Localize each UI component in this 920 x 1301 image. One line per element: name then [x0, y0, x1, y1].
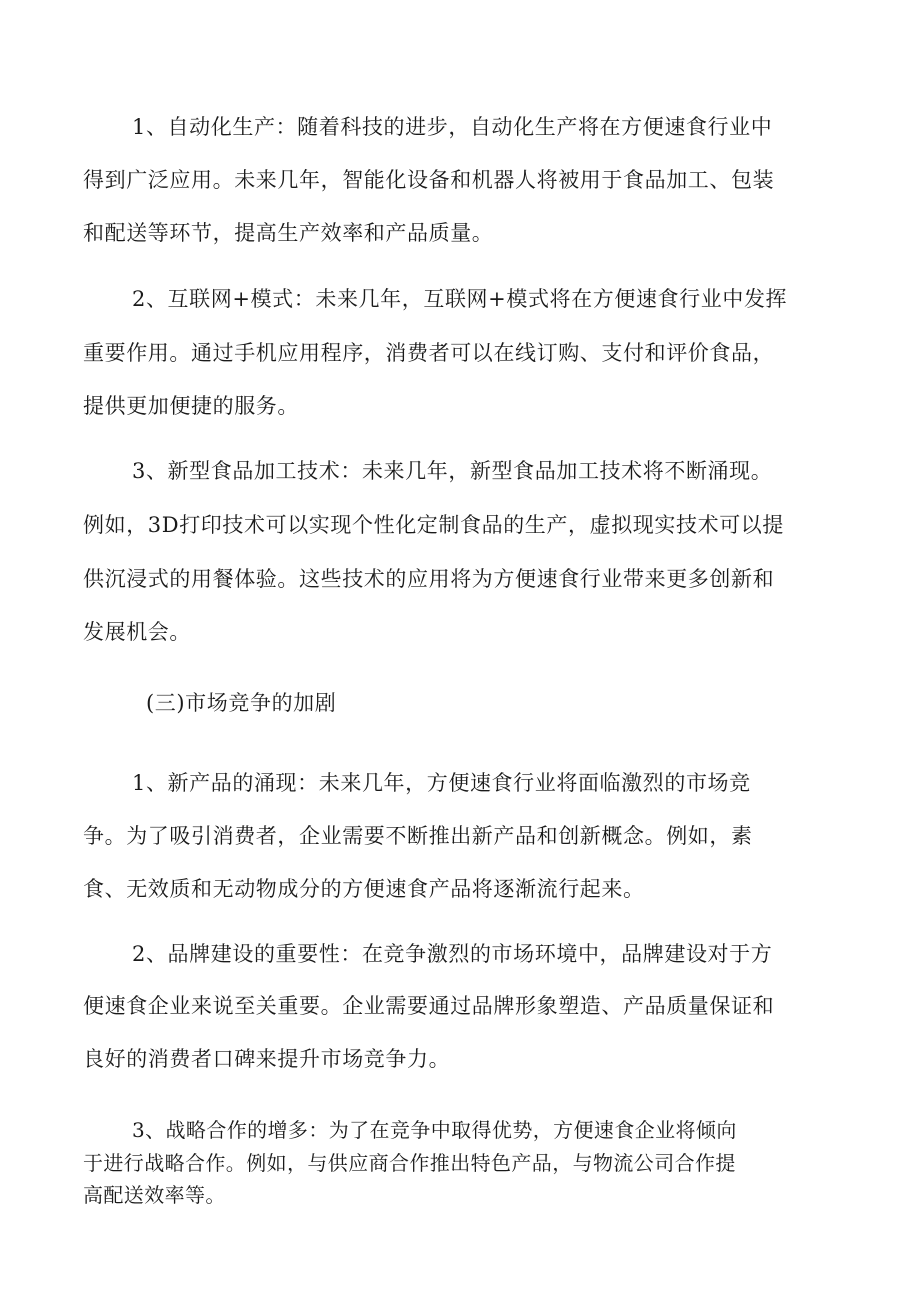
paragraph-line: 和配送等环节，提高生产效率和产品质量。: [83, 221, 494, 245]
paragraph-line: 于进行战略合作。例如，与供应商合作推出特色产品，与物流公司合作提: [83, 1151, 736, 1175]
paragraph-line: 1、新产品的涌现：未来几年，方便速食行业将面临激烈的市场竞: [132, 771, 751, 795]
paragraph-line: 重要作用。通过手机应用程序，消费者可以在线订购、支付和评价食品，: [83, 341, 775, 365]
paragraph-line: 1、自动化生产：随着科技的进步，自动化生产将在方便速食行业中: [132, 115, 773, 139]
paragraph-line: 3、战略合作的增多：为了在竞争中取得优势，方便速食企业将倾向: [132, 1118, 737, 1142]
paragraph-line: 供沉浸式的用餐体验。这些技术的应用将为方便速食行业带来更多创新和: [83, 567, 775, 591]
section-heading: (三)市场竞争的加剧: [146, 691, 337, 715]
paragraph-line: 发展机会。: [83, 620, 191, 644]
paragraph-line: 便速食企业来说至关重要。企业需要通过品牌形象塑造、产品质量保证和: [83, 994, 775, 1018]
paragraph-line: 争。为了吸引消费者，企业需要不断推出新产品和创新概念。例如，素: [83, 824, 753, 848]
paragraph-line: 2、互联网+模式：未来几年，互联网+模式将在方便速食行业中发挥: [132, 287, 788, 311]
paragraph-line: 2、品牌建设的重要性：在竞争激烈的市场环境中，品牌建设对于方: [132, 942, 773, 966]
paragraph-line: 3、新型食品加工技术：未来几年，新型食品加工技术将不断涌现。: [132, 459, 773, 483]
paragraph-line: 例如，3D打印技术可以实现个性化定制食品的生产，虚拟现实技术可以提: [83, 513, 784, 537]
paragraph-line: 提供更加便捷的服务。: [83, 394, 299, 418]
paragraph-line: 高配送效率等。: [83, 1183, 226, 1207]
paragraph-line: 良好的消费者口碑来提升市场竞争力。: [83, 1047, 451, 1071]
paragraph-line: 食、无效质和无动物成分的方便速食产品将逐渐流行起来。: [83, 877, 645, 901]
paragraph-line: 得到广泛应用。未来几年，智能化设备和机器人将被用于食品加工、包装: [83, 168, 775, 192]
